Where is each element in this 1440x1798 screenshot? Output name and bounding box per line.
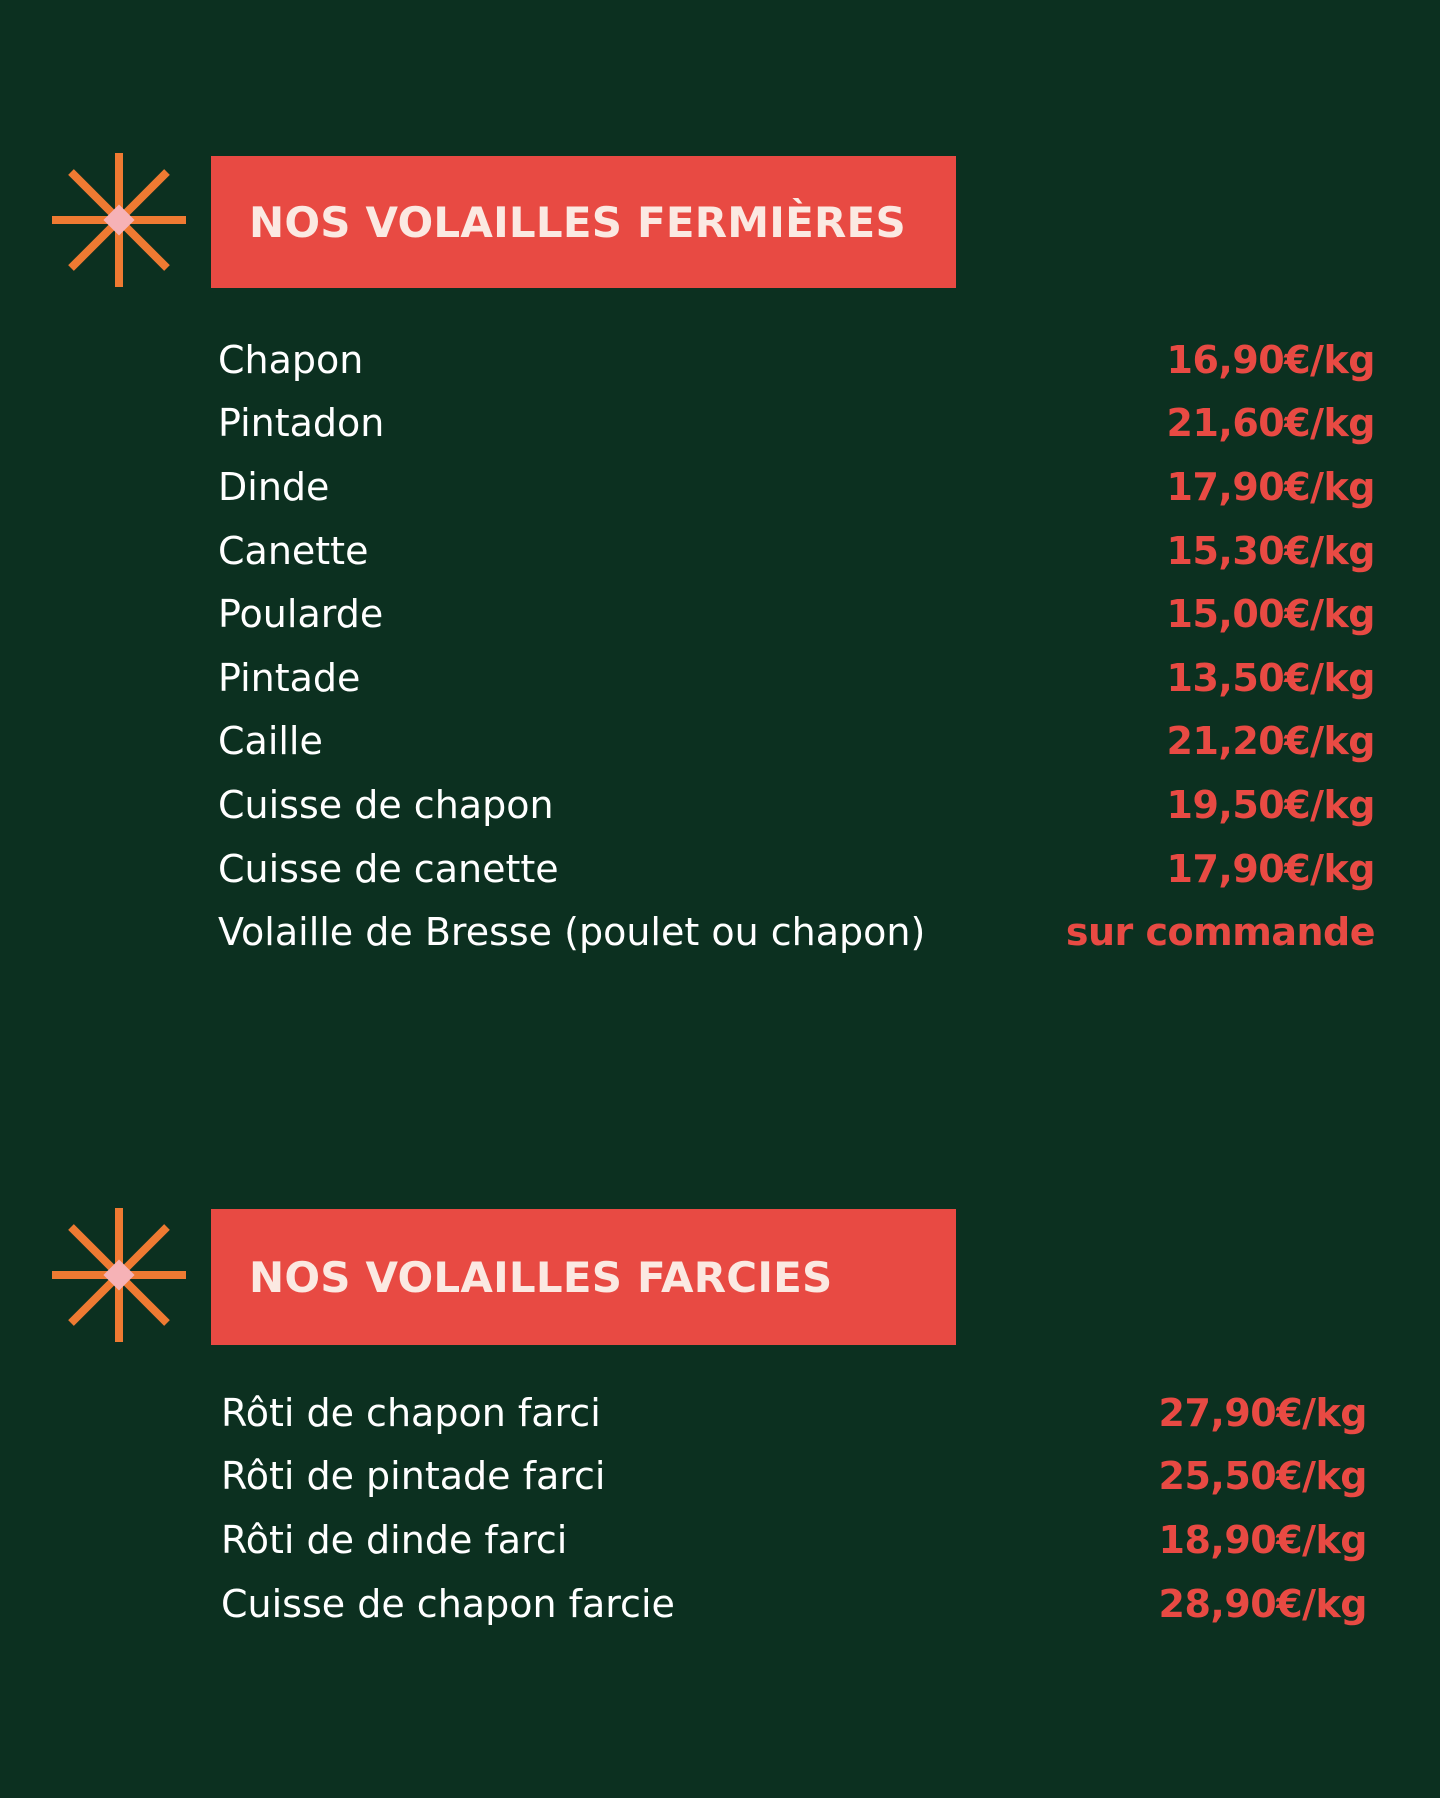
- list-item: [218, 455, 1375, 519]
- item-price: 21,60€/kg: [1166, 401, 1375, 446]
- item-price: 19,50€/kg: [1166, 782, 1375, 827]
- item-price: 13,50€/kg: [1166, 655, 1375, 700]
- item-price: 15,00€/kg: [1166, 592, 1375, 637]
- list-item: [218, 710, 1375, 774]
- list-item: [218, 582, 1375, 646]
- item-price: 16,90€/kg: [1166, 337, 1375, 382]
- list-item: [221, 1381, 1367, 1445]
- item-price: 21,20€/kg: [1166, 719, 1375, 764]
- list-item: [221, 1508, 1367, 1572]
- item-name: Volaille de Bresse (poulet ou chapon): [218, 910, 926, 955]
- item-price: 25,50€/kg: [1158, 1454, 1367, 1499]
- item-name: Dinde: [218, 464, 330, 509]
- item-name: Rôti de dinde farci: [221, 1517, 568, 1562]
- section-banner: [211, 1209, 956, 1345]
- section-title: NOS VOLAILLES FERMIÈRES: [249, 197, 906, 247]
- item-name: Caille: [218, 719, 323, 764]
- item-name: Rôti de chapon farci: [221, 1390, 601, 1435]
- list-item: [218, 646, 1375, 710]
- item-name: Poularde: [218, 592, 384, 637]
- starburst-icon: [52, 1208, 186, 1342]
- list-item: [218, 837, 1375, 901]
- item-name: Chapon: [218, 337, 364, 382]
- list-item: [218, 900, 1375, 964]
- item-price: sur commande: [1065, 910, 1375, 955]
- item-name: Rôti de pintade farci: [221, 1454, 606, 1499]
- list-item: [218, 328, 1375, 392]
- item-price: 17,90€/kg: [1166, 464, 1375, 509]
- item-name: Cuisse de canette: [218, 846, 559, 891]
- item-name: Cuisse de chapon: [218, 782, 554, 827]
- list-item: [221, 1572, 1367, 1636]
- list-item: [221, 1445, 1367, 1509]
- price-list: [218, 328, 1375, 964]
- section-banner: [211, 156, 956, 288]
- item-name: Pintadon: [218, 401, 385, 446]
- list-item: [218, 392, 1375, 456]
- list-item: [218, 773, 1375, 837]
- item-price: 28,90€/kg: [1158, 1581, 1367, 1626]
- item-name: Canette: [218, 528, 369, 573]
- item-name: Cuisse de chapon farcie: [221, 1581, 675, 1626]
- list-item: [218, 519, 1375, 583]
- price-list: [221, 1381, 1367, 1635]
- starburst-icon: [52, 153, 186, 287]
- section-title: NOS VOLAILLES FARCIES: [249, 1252, 833, 1302]
- item-name: Pintade: [218, 655, 361, 700]
- item-price: 17,90€/kg: [1166, 846, 1375, 891]
- item-price: 27,90€/kg: [1158, 1390, 1367, 1435]
- item-price: 15,30€/kg: [1166, 528, 1375, 573]
- item-price: 18,90€/kg: [1158, 1517, 1367, 1562]
